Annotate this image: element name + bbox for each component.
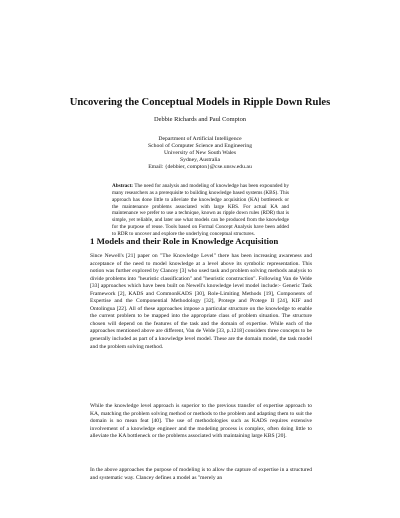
paper-authors: Debbie Richards and Paul Compton [154,116,246,123]
affiliation-school: School of Computer Science and Engineering [147,143,253,150]
paper-title: Uncovering the Conceptual Models in Ripple Down Rules [69,97,331,108]
body-paragraph-2: While the knowledge level approach is superior to the previous transfer of expertise approach to KA, matching the problem solving method or methods to the problem and adapting them to suit the domain is no mean feat [40]. The use of methodologies such as KADS requires extensive involvement of a knowledge engineer and the modeling process is complex, often doing little to alleviate the KA bottleneck or the problems associated with maintaining large KBS [20]. [90,403,312,440]
abstract [112,183,289,238]
body-paragraph-1: Since Newell's [21] paper on "The Knowledge Level" there has been increasing awareness and acceptance of the need to model knowledge at a level above its symbolic representation. This notion was further explored by Clancey [3] who used task and problem solving methods analysis to divide problems into "heuristic classification" and "heuristic construction". Following Van de Velde [33] approaches which have been built on Newell's knowledge level model include:- Generic Task Framework [2], KADS and CommonKADS [30], Role-Limiting Methods [19], Components of Expertise and the Componential Methodology [32], Protege and Protege II [24], KIF and Ontolingua [22]. All of these approaches impose a particular structure on the knowledge to enable the current problem to be mapped into the appropriate class of problem situation. The structure chosen will depend on the features of the task and the domain of expertise. While each of the approaches mentioned above are different, Van de Velde [33, p.1218] considers three concepts to be generally included as part of a knowledge level model. These are the domain model, the task model and the problem solving method. [90,253,312,350]
abstract-label: Abstract: [112,183,134,189]
abstract-text: The need for analysis and modeling of knowledge has been expounded by many researchers as a prerequisite to building knowledge based systems (KBS). This approach has done little to alleviate the knowledge acquisition (KA) bottleneck or the maintenance problems associated with large KBS. For actual KA and maintenance we prefer to use a technique, known as ripple down rules (RDR) that is simple, yet reliable, and later use what models can be produced from the knowledge for the purpose of reuse. Tools based on Formal Concept Analysis have been added to RDR to uncover and explore the underlying conceptual structures. [112,183,289,237]
affiliation-department: Department of Artificial Intelligence [158,136,242,142]
body-paragraph-3: In the above approaches the purpose of modeling is to allow the capture of expertise in a structured and systematic way. Clancey defines a model as "merely an [90,467,312,481]
affiliation-location: Sydney, Australia [179,157,221,164]
section-heading: 1 Models and their Role in Knowledge Acquisition [90,236,279,246]
affiliation-email: Email: {debbier, compton}@cse.unsw.edu.au [148,164,252,171]
affiliation-block [0,136,400,171]
affiliation-university: University of New South Wales [163,150,237,157]
